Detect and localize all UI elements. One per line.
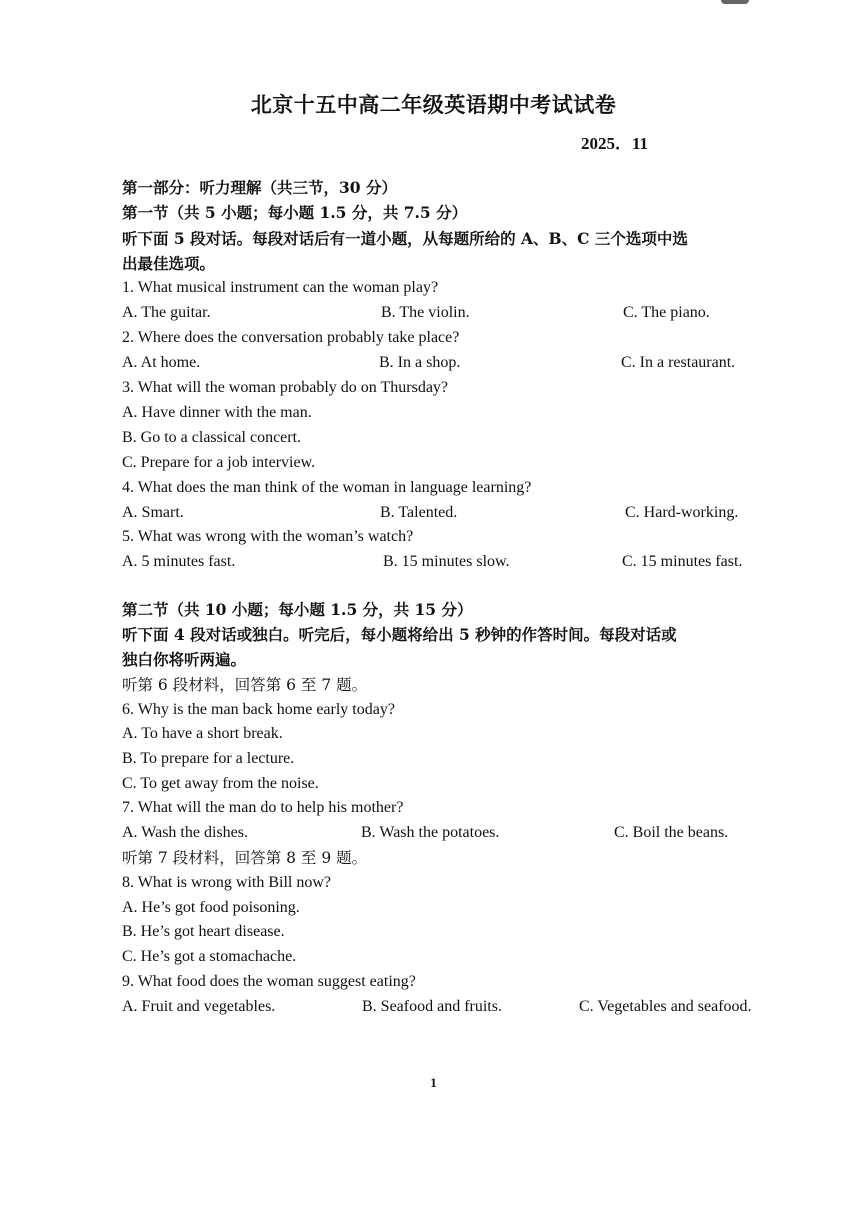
- section1-heading: 第一节（共 5 小题；每小题 1.5 分，共 7.5 分）: [122, 203, 468, 222]
- question-5-option-a: A. 5 minutes fast.: [122, 553, 236, 570]
- question-6-stem: 6. Why is the man back home early today?: [122, 701, 395, 718]
- material-6-note: 听第 6 段材料，回答第 6 至 7 题。: [122, 676, 368, 694]
- question-7-option-a: A. Wash the dishes.: [122, 824, 248, 841]
- question-9-option-c: C. Vegetables and seafood.: [579, 998, 752, 1015]
- question-9-option-b: B. Seafood and fruits.: [362, 998, 502, 1015]
- question-3-option-a: A. Have dinner with the man.: [122, 404, 312, 421]
- scan-artifact: [721, 0, 749, 4]
- question-9-option-a: A. Fruit and vegetables.: [122, 998, 276, 1015]
- question-7-option-c: C. Boil the beans.: [614, 824, 729, 841]
- question-1-option-b: B. The violin.: [381, 304, 470, 321]
- question-3-option-b: B. Go to a classical concert.: [122, 429, 302, 446]
- question-6-option-a: A. To have a short break.: [122, 725, 283, 742]
- question-1-option-c: C. The piano.: [623, 304, 710, 321]
- question-3-stem: 3. What will the woman probably do on Thursday?: [122, 379, 449, 396]
- question-5-option-c: C. 15 minutes fast.: [622, 553, 743, 570]
- page-number: 1: [430, 1075, 437, 1090]
- question-2-stem: 2. Where does the conversation probably take place?: [122, 329, 460, 346]
- question-2-option-a: A. At home.: [122, 354, 201, 371]
- question-2-option-b: B. In a shop.: [379, 354, 461, 371]
- question-6-option-b: B. To prepare for a lecture.: [122, 750, 295, 767]
- material-7-note: 听第 7 段材料，回答第 8 至 9 题。: [122, 849, 368, 867]
- question-7-stem: 7. What will the man do to help his mother?: [122, 799, 404, 816]
- question-7-option-b: B. Wash the potatoes.: [361, 824, 500, 841]
- section1-instruction-line2: 出最佳选项。: [122, 254, 216, 273]
- question-1-option-a: A. The guitar.: [122, 304, 211, 321]
- question-3-option-c: C. Prepare for a job interview.: [122, 454, 316, 471]
- section1-instruction-line1: 听下面 5 段对话。每段对话后有一道小题，从每题所给的 A、B、C 三个选项中选: [122, 229, 688, 248]
- question-6-option-c: C. To get away from the noise.: [122, 775, 319, 792]
- exam-title: 北京十五中高二年级英语期中考试试卷: [250, 92, 617, 117]
- question-4-option-c: C. Hard-working.: [625, 504, 739, 521]
- question-5-option-b: B. 15 minutes slow.: [383, 553, 510, 570]
- question-8-option-b: B. He’s got heart disease.: [122, 923, 285, 940]
- question-4-option-a: A. Smart.: [122, 504, 184, 521]
- question-8-option-a: A. He’s got food poisoning.: [122, 899, 300, 916]
- question-8-stem: 8. What is wrong with Bill now?: [122, 874, 332, 891]
- question-8-option-c: C. He’s got a stomachache.: [122, 948, 297, 965]
- exam-date: 2025．11: [581, 134, 649, 153]
- part1-heading: 第一部分：听力理解（共三节，30 分）: [122, 178, 397, 197]
- question-4-option-b: B. Talented.: [380, 504, 458, 521]
- question-4-stem: 4. What does the man think of the woman in language learning?: [122, 479, 532, 496]
- section2-heading: 第二节（共 10 小题；每小题 1.5 分，共 15 分）: [122, 600, 473, 619]
- question-1-stem: 1. What musical instrument can the woman play?: [122, 279, 439, 296]
- section2-instruction-line2: 独白你将听两遍。: [122, 650, 247, 669]
- question-9-stem: 9. What food does the woman suggest eating?: [122, 973, 416, 990]
- question-2-option-c: C. In a restaurant.: [621, 354, 736, 371]
- section2-instruction-line1: 听下面 4 段对话或独白。听完后，每小题将给出 5 秒钟的作答时间。每段对话或: [122, 625, 677, 644]
- question-5-stem: 5. What was wrong with the woman’s watch?: [122, 528, 414, 545]
